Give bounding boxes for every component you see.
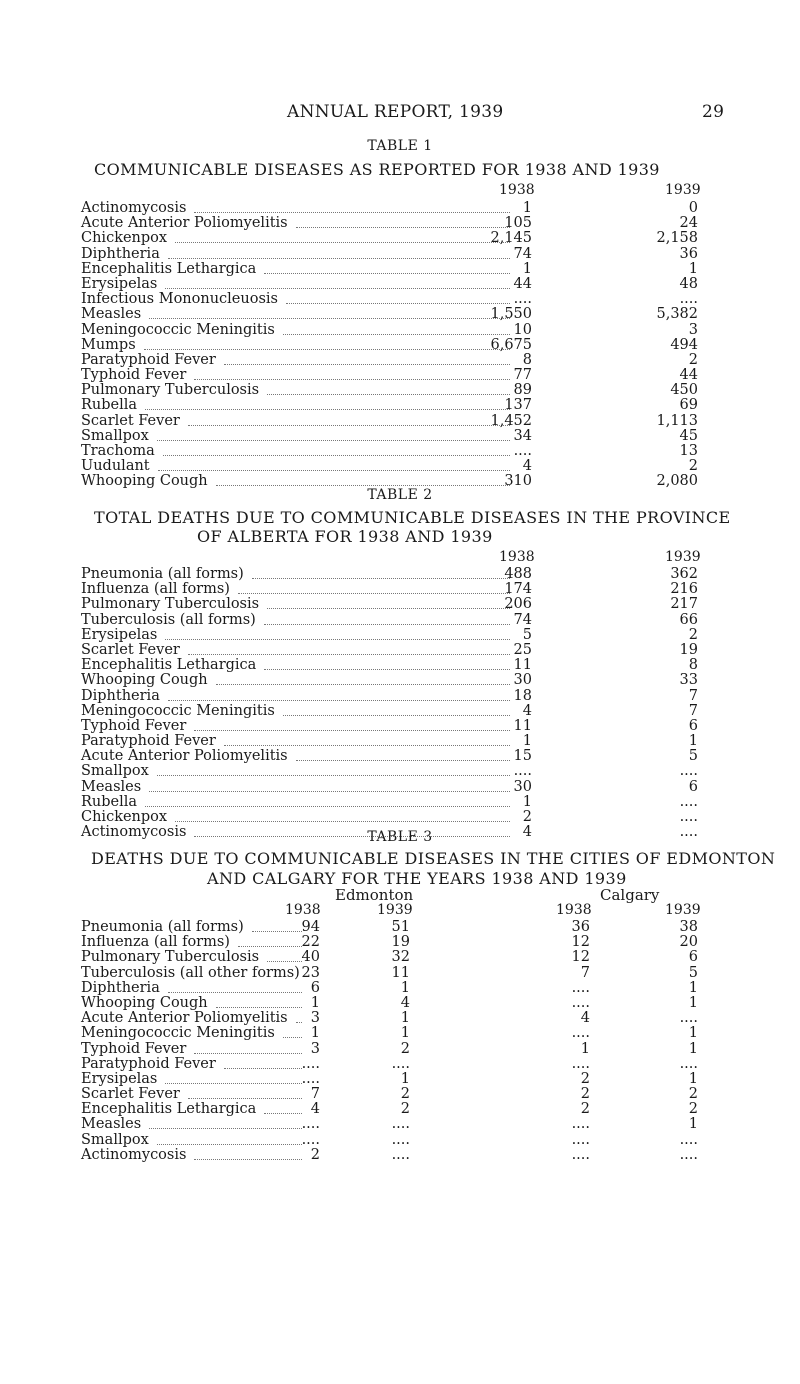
cell-value: 1 xyxy=(522,733,532,750)
cell-value: 494 xyxy=(670,336,698,353)
cell-value: 36 xyxy=(571,919,590,935)
disease-name: Meningococcic Meningitis xyxy=(81,1025,275,1042)
cell-value: .... xyxy=(571,1131,590,1148)
disease-name: Measles xyxy=(81,1116,142,1133)
column-header-year: 1938 xyxy=(285,902,321,918)
leader-dots xyxy=(168,258,510,259)
cell-value: 2 xyxy=(580,1070,590,1087)
disease-name: Pulmonary Tuberculosis xyxy=(81,382,260,399)
cell-value: 69 xyxy=(679,397,698,414)
cell-value: .... xyxy=(571,1025,590,1042)
cell-value: .... xyxy=(513,291,532,308)
disease-name: Typhoid Fever xyxy=(81,1040,187,1057)
column-header-year: 1939 xyxy=(665,182,701,198)
cell-value: 2,158 xyxy=(656,230,698,247)
cell-value: 2 xyxy=(522,809,532,825)
leader-dots xyxy=(158,470,510,471)
column-header-year: 1939 xyxy=(377,902,413,918)
cell-value: 2 xyxy=(688,626,698,643)
disease-name: Actinomycosis xyxy=(81,200,187,216)
cell-value: 4 xyxy=(310,1101,320,1118)
cell-value: .... xyxy=(571,1116,590,1133)
table-heading: OF ALBERTA FOR 1938 AND 1939 xyxy=(197,527,493,546)
cell-value: .... xyxy=(571,979,590,996)
table-heading: AND CALGARY FOR THE YEARS 1938 AND 1939 xyxy=(207,869,627,888)
disease-name: Acute Anterior Poliomyelitis xyxy=(81,748,288,765)
leader-dots xyxy=(145,806,510,807)
cell-value: 6 xyxy=(310,979,320,996)
disease-name: Mumps xyxy=(81,336,136,353)
disease-name: Smallpox xyxy=(81,427,149,444)
leader-dots xyxy=(194,379,510,380)
disease-name: Rubella xyxy=(81,793,138,810)
cell-value: 206 xyxy=(504,596,532,613)
disease-name: Paratyphoid Fever xyxy=(81,351,216,368)
leader-dots xyxy=(163,455,510,456)
cell-value: .... xyxy=(301,1116,320,1133)
cell-value: 22 xyxy=(301,934,320,951)
cell-value: 74 xyxy=(513,245,532,262)
cell-value: 94 xyxy=(301,919,320,935)
disease-name: Meningococcic Meningitis xyxy=(81,702,275,719)
cell-value: 174 xyxy=(504,581,532,598)
cell-value: 8 xyxy=(522,351,532,368)
cell-value: 40 xyxy=(301,949,320,966)
leader-dots xyxy=(188,654,510,655)
leader-dots xyxy=(165,639,510,640)
cell-value: 6 xyxy=(688,717,698,734)
leader-dots xyxy=(194,212,510,213)
cell-value: .... xyxy=(571,994,590,1011)
cell-value: 1 xyxy=(688,733,698,750)
disease-name: Encephalitis Lethargica xyxy=(81,260,257,277)
cell-value: 6 xyxy=(688,949,698,966)
cell-value: 32 xyxy=(391,949,410,966)
cell-value: .... xyxy=(571,1146,590,1163)
leader-dots xyxy=(165,288,510,289)
cell-value: 11 xyxy=(391,964,410,981)
cell-value: 3 xyxy=(688,321,698,338)
cell-value: 77 xyxy=(513,367,532,384)
cell-value: 6,675 xyxy=(490,336,532,353)
leader-dots xyxy=(194,730,510,731)
leader-dots xyxy=(238,593,510,594)
cell-value: 4 xyxy=(580,1010,590,1027)
cell-value: 1 xyxy=(522,260,532,277)
cell-value: 362 xyxy=(670,566,698,582)
cell-value: 137 xyxy=(504,397,532,414)
disease-name: Pneumonia (all forms) xyxy=(81,919,244,935)
disease-name: Erysipelas xyxy=(81,626,158,643)
cell-value: 4 xyxy=(522,702,532,719)
table-heading: DEATHS DUE TO COMMUNICABLE DISEASES IN THE CITIES OF EDMONTON xyxy=(91,849,776,868)
cell-value: 1,550 xyxy=(490,306,532,323)
disease-name: Diphtheria xyxy=(81,979,160,996)
cell-value: 1 xyxy=(400,1025,410,1042)
disease-name: Whooping Cough xyxy=(81,994,208,1011)
cell-value: 25 xyxy=(513,641,532,658)
disease-name: Influenza (all forms) xyxy=(81,581,230,598)
cell-value: 2 xyxy=(400,1086,410,1103)
cell-value: 38 xyxy=(679,919,698,935)
cell-value: 34 xyxy=(513,427,532,444)
cell-value: .... xyxy=(391,1146,410,1163)
column-group-header: Edmonton xyxy=(335,886,414,904)
cell-value: 18 xyxy=(513,687,532,704)
cell-value: 1 xyxy=(580,1040,590,1057)
cell-value: 2,080 xyxy=(656,473,698,490)
cell-value: .... xyxy=(679,1010,698,1027)
disease-name: Measles xyxy=(81,306,142,323)
cell-value: 7 xyxy=(688,702,698,719)
disease-name: Paratyphoid Fever xyxy=(81,1055,216,1072)
cell-value: .... xyxy=(679,793,698,810)
cell-value: 12 xyxy=(571,949,590,966)
disease-name: Smallpox xyxy=(81,1131,149,1148)
leader-dots xyxy=(157,440,510,441)
cell-value: 1 xyxy=(688,260,698,277)
disease-name: Influenza (all forms) xyxy=(81,934,230,951)
leader-dots xyxy=(144,349,510,350)
disease-name: Tuberculosis (all other forms) xyxy=(81,964,300,981)
disease-name: Scarlet Fever xyxy=(81,1086,180,1103)
cell-value: 48 xyxy=(679,275,698,292)
disease-name: Scarlet Fever xyxy=(81,641,180,658)
cell-value: 5,382 xyxy=(656,306,698,323)
cell-value: 30 xyxy=(513,778,532,795)
cell-value: 216 xyxy=(670,581,698,598)
cell-value: 33 xyxy=(679,672,698,689)
cell-value: .... xyxy=(301,1131,320,1148)
disease-name: Trachoma xyxy=(81,443,155,459)
leader-dots xyxy=(157,775,510,776)
cell-value: .... xyxy=(513,443,532,459)
leader-dots xyxy=(224,364,510,365)
disease-name: Scarlet Fever xyxy=(81,412,180,429)
cell-value: 1,452 xyxy=(490,412,532,429)
cell-value: 13 xyxy=(679,443,698,459)
cell-value: 24 xyxy=(679,215,698,232)
cell-value: .... xyxy=(679,1146,698,1163)
leader-dots xyxy=(188,425,510,426)
column-header-year: 1939 xyxy=(665,902,701,918)
column-group-header: Calgary xyxy=(600,886,660,904)
table-caption: TABLE 3 xyxy=(367,829,433,845)
disease-name: Chickenpox xyxy=(81,809,168,825)
cell-value: .... xyxy=(679,824,698,841)
leader-dots xyxy=(175,821,510,822)
cell-value: .... xyxy=(571,1055,590,1072)
cell-value: 2 xyxy=(688,351,698,368)
cell-value: 1 xyxy=(522,793,532,810)
cell-value: 2 xyxy=(688,1086,698,1103)
cell-value: .... xyxy=(301,1070,320,1087)
cell-value: .... xyxy=(513,763,532,780)
cell-value: 217 xyxy=(670,596,698,613)
column-header-year: 1939 xyxy=(665,549,701,565)
disease-name: Pneumonia (all forms) xyxy=(81,566,244,582)
cell-value: .... xyxy=(679,1055,698,1072)
cell-value: 1,113 xyxy=(656,412,698,429)
cell-value: 1 xyxy=(400,1010,410,1027)
cell-value: 0 xyxy=(688,200,698,216)
cell-value: 2,145 xyxy=(490,230,532,247)
cell-value: 12 xyxy=(571,934,590,951)
cell-value: 1 xyxy=(522,200,532,216)
disease-name: Acute Anterior Poliomyelitis xyxy=(81,1010,288,1027)
disease-name: Erysipelas xyxy=(81,275,158,292)
disease-name: Diphtheria xyxy=(81,687,160,704)
disease-name: Infectious Mononucleuosis xyxy=(81,291,278,308)
cell-value: 1 xyxy=(310,1025,320,1042)
disease-name: Typhoid Fever xyxy=(81,367,187,384)
leader-dots xyxy=(216,684,510,685)
column-header-year: 1938 xyxy=(556,902,592,918)
cell-value: 8 xyxy=(688,657,698,674)
cell-value: 5 xyxy=(522,626,532,643)
cell-value: 1 xyxy=(688,1070,698,1087)
table-caption: TABLE 2 xyxy=(367,487,433,503)
cell-value: 30 xyxy=(513,672,532,689)
table-caption: TABLE 1 xyxy=(367,138,433,154)
cell-value: 7 xyxy=(688,687,698,704)
cell-value: 5 xyxy=(688,964,698,981)
cell-value: 4 xyxy=(400,994,410,1011)
page-number: 29 xyxy=(702,102,725,122)
cell-value: 2 xyxy=(580,1101,590,1118)
leader-dots xyxy=(168,700,510,701)
cell-value: 1 xyxy=(688,1040,698,1057)
cell-value: 66 xyxy=(679,611,698,628)
cell-value: 1 xyxy=(688,1025,698,1042)
disease-name: Encephalitis Lethargica xyxy=(81,657,257,674)
leader-dots xyxy=(149,791,510,792)
disease-name: Meningococcic Meningitis xyxy=(81,321,275,338)
cell-value: 1 xyxy=(310,994,320,1011)
cell-value: 488 xyxy=(504,566,532,582)
disease-name: Smallpox xyxy=(81,763,149,780)
cell-value: .... xyxy=(679,291,698,308)
disease-name: Pulmonary Tuberculosis xyxy=(81,596,260,613)
column-header-year: 1938 xyxy=(499,549,535,565)
cell-value: 89 xyxy=(513,382,532,399)
cell-value: 2 xyxy=(400,1040,410,1057)
disease-name: Encephalitis Lethargica xyxy=(81,1101,257,1118)
leader-dots xyxy=(175,242,510,243)
cell-value: 11 xyxy=(513,657,532,674)
cell-value: 44 xyxy=(679,367,698,384)
running-header-title: ANNUAL REPORT, 1939 xyxy=(287,102,504,122)
leader-dots xyxy=(149,318,510,319)
cell-value: 2 xyxy=(688,458,698,475)
cell-value: 23 xyxy=(301,964,320,981)
cell-value: 11 xyxy=(513,717,532,734)
cell-value: .... xyxy=(391,1131,410,1148)
disease-name: Typhoid Fever xyxy=(81,717,187,734)
disease-name: Actinomycosis xyxy=(81,824,187,841)
disease-name: Tuberculosis (all forms) xyxy=(81,611,256,628)
disease-name: Pulmonary Tuberculosis xyxy=(81,949,260,966)
cell-value: 2 xyxy=(310,1146,320,1163)
cell-value: .... xyxy=(679,763,698,780)
cell-value: 5 xyxy=(688,748,698,765)
disease-name: Uudulant xyxy=(81,458,150,475)
cell-value: 4 xyxy=(522,458,532,475)
cell-value: .... xyxy=(391,1055,410,1072)
table-heading: COMMUNICABLE DISEASES AS REPORTED FOR 1938 AND 1939 xyxy=(94,160,660,179)
cell-value: 36 xyxy=(679,245,698,262)
cell-value: 3 xyxy=(310,1040,320,1057)
cell-value: 1 xyxy=(400,979,410,996)
cell-value: .... xyxy=(679,809,698,825)
cell-value: 20 xyxy=(679,934,698,951)
disease-name: Diphtheria xyxy=(81,245,160,262)
cell-value: 105 xyxy=(504,215,532,232)
cell-value: .... xyxy=(679,1131,698,1148)
cell-value: 45 xyxy=(679,427,698,444)
disease-name: Actinomycosis xyxy=(81,1146,187,1163)
cell-value: 7 xyxy=(310,1086,320,1103)
cell-value: 19 xyxy=(391,934,410,951)
leader-dots xyxy=(145,409,510,410)
disease-name: Measles xyxy=(81,778,142,795)
cell-value: 7 xyxy=(580,964,590,981)
cell-value: 4 xyxy=(522,824,532,841)
cell-value: 51 xyxy=(391,919,410,935)
disease-name: Whooping Cough xyxy=(81,473,208,490)
cell-value: 1 xyxy=(688,979,698,996)
cell-value: 3 xyxy=(310,1010,320,1027)
cell-value: .... xyxy=(391,1116,410,1133)
column-header-year: 1938 xyxy=(499,182,535,198)
disease-name: Paratyphoid Fever xyxy=(81,733,216,750)
cell-value: 2 xyxy=(400,1101,410,1118)
cell-value: 6 xyxy=(688,778,698,795)
disease-name: Acute Anterior Poliomyelitis xyxy=(81,215,288,232)
cell-value: 1 xyxy=(688,1116,698,1133)
disease-name: Erysipelas xyxy=(81,1070,158,1087)
cell-value: 44 xyxy=(513,275,532,292)
cell-value: 450 xyxy=(670,382,698,399)
disease-name: Rubella xyxy=(81,397,138,414)
cell-value: 15 xyxy=(513,748,532,765)
cell-value: 10 xyxy=(513,321,532,338)
cell-value: 2 xyxy=(580,1086,590,1103)
cell-value: 1 xyxy=(400,1070,410,1087)
cell-value: 19 xyxy=(679,641,698,658)
leader-dots xyxy=(224,745,510,746)
disease-name: Chickenpox xyxy=(81,230,168,247)
cell-value: 74 xyxy=(513,611,532,628)
table-heading: TOTAL DEATHS DUE TO COMMUNICABLE DISEASES IN THE PROVINCE xyxy=(94,508,731,527)
cell-value: 2 xyxy=(688,1101,698,1118)
cell-value: 310 xyxy=(504,473,532,490)
disease-name: Whooping Cough xyxy=(81,672,208,689)
cell-value: .... xyxy=(301,1055,320,1072)
cell-value: 1 xyxy=(688,994,698,1011)
